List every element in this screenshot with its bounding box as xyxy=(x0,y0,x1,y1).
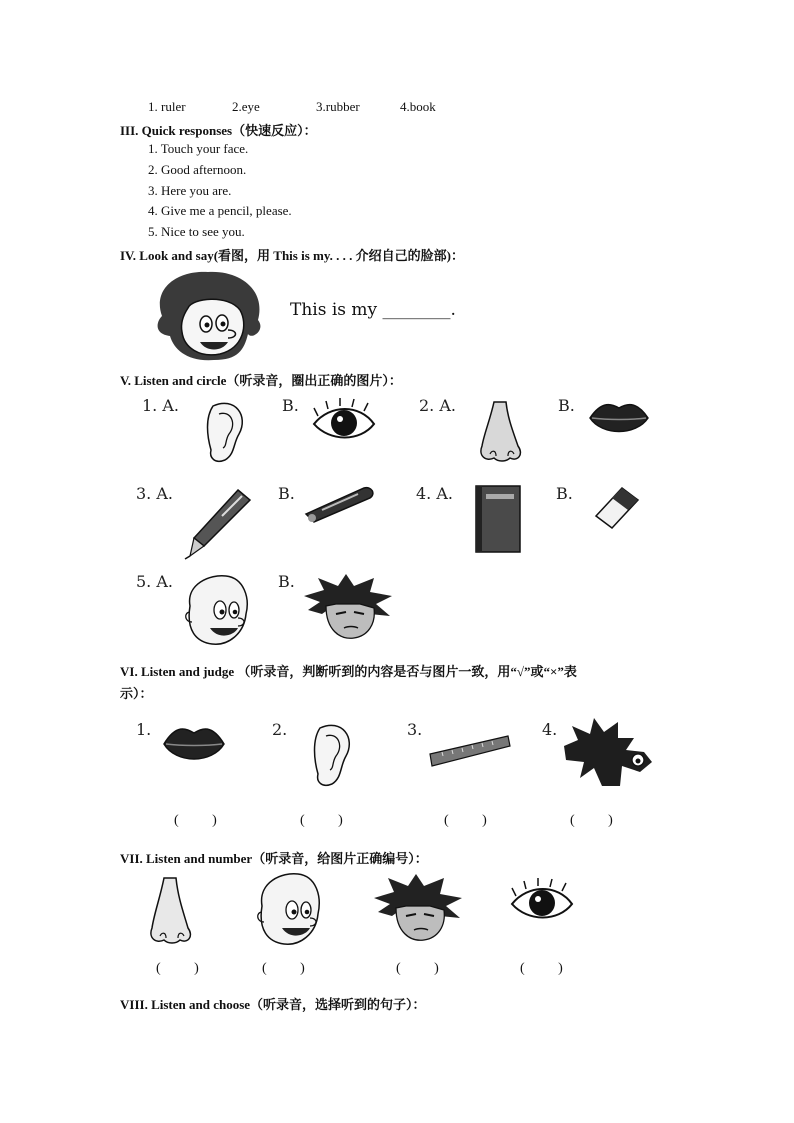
face-icon xyxy=(252,870,324,950)
option-ruler: 1. ruler xyxy=(148,99,186,114)
nose-icon xyxy=(146,876,196,948)
q3-option-b-label: B. xyxy=(278,484,295,503)
ear-icon xyxy=(312,722,352,788)
number-answer-blank-4[interactable]: ( ) xyxy=(520,961,563,976)
number-answer-blank-1[interactable]: ( ) xyxy=(156,961,199,976)
q1-option-b-label: B. xyxy=(282,396,299,415)
judge-answer-blank-3[interactable]: ( ) xyxy=(444,813,487,828)
response-item: 1. Touch your face. xyxy=(148,141,249,156)
nose-icon[interactable] xyxy=(476,400,524,464)
pen-icon[interactable] xyxy=(182,486,254,560)
judge-answer-blank-1[interactable]: ( ) xyxy=(174,813,217,828)
option-book: 4.book xyxy=(400,99,436,114)
response-item: 4. Give me a pencil, please. xyxy=(148,203,292,218)
eye-icon[interactable] xyxy=(310,398,378,448)
this-is-my-sentence: This is my ________. xyxy=(290,300,456,320)
mouth-icon xyxy=(162,724,226,764)
girl-face-icon xyxy=(148,268,268,363)
eye-icon xyxy=(508,876,576,928)
judge-answer-blank-4[interactable]: ( ) xyxy=(570,813,613,828)
judge-label-1: 1. xyxy=(136,720,152,739)
rubber-icon[interactable] xyxy=(592,484,642,534)
hair-icon xyxy=(560,716,656,788)
q3-option-a-label: 3. A. xyxy=(136,484,173,503)
option-rubber: 3.rubber xyxy=(316,99,360,114)
section-title-listen-and-judge: VI. Listen and judge （听录音，判断听到的内容是否与图片一致，用“√”或“×”表 xyxy=(120,664,577,679)
section-title-listen-and-choose: VIII. Listen and choose（听录音，选择听到的句子）： xyxy=(120,997,426,1012)
mouth-icon[interactable] xyxy=(588,400,650,438)
response-item: 2. Good afternoon. xyxy=(148,162,247,177)
response-item: 5. Nice to see you. xyxy=(148,224,245,239)
section-title-listen-and-circle: V. Listen and circle（听录音，圈出正确的图片）： xyxy=(120,373,402,388)
q2-option-a-label: 2. A. xyxy=(419,396,456,415)
q5-option-b-label: B. xyxy=(278,572,295,591)
book-icon[interactable] xyxy=(472,484,524,554)
q4-option-a-label: 4. A. xyxy=(416,484,453,503)
section-title-listen-and-number: VII. Listen and number（听录音，给图片正确编号）： xyxy=(120,851,428,866)
section-title-look-and-say: IV. Look and say(看图，用 This is my. . . . 介绍自己的脸部)： xyxy=(120,248,464,263)
number-answer-blank-3[interactable]: ( ) xyxy=(396,961,439,976)
q5-option-a-label: 5. A. xyxy=(136,572,173,591)
ear-icon[interactable] xyxy=(205,400,245,464)
judge-answer-blank-2[interactable]: ( ) xyxy=(300,813,343,828)
q4-option-b-label: B. xyxy=(556,484,573,503)
judge-label-4: 4. xyxy=(542,720,558,739)
q2-option-b-label: B. xyxy=(558,396,575,415)
q1-option-a-label: 1. A. xyxy=(142,396,179,415)
section-title-quick-responses: III. Quick responses（快速反应）： xyxy=(120,123,317,138)
option-eye: 2.eye xyxy=(232,99,260,114)
hair-icon[interactable] xyxy=(300,574,396,642)
number-answer-blank-2[interactable]: ( ) xyxy=(262,961,305,976)
judge-label-3: 3. xyxy=(407,720,423,739)
hair-icon xyxy=(370,874,466,946)
pencil-case-icon[interactable] xyxy=(302,484,376,524)
face-icon[interactable] xyxy=(180,572,252,648)
judge-label-2: 2. xyxy=(272,720,288,739)
response-item: 3. Here you are. xyxy=(148,183,232,198)
section-title-listen-and-judge-cont: 示）： xyxy=(120,686,153,701)
ruler-icon xyxy=(428,734,512,768)
